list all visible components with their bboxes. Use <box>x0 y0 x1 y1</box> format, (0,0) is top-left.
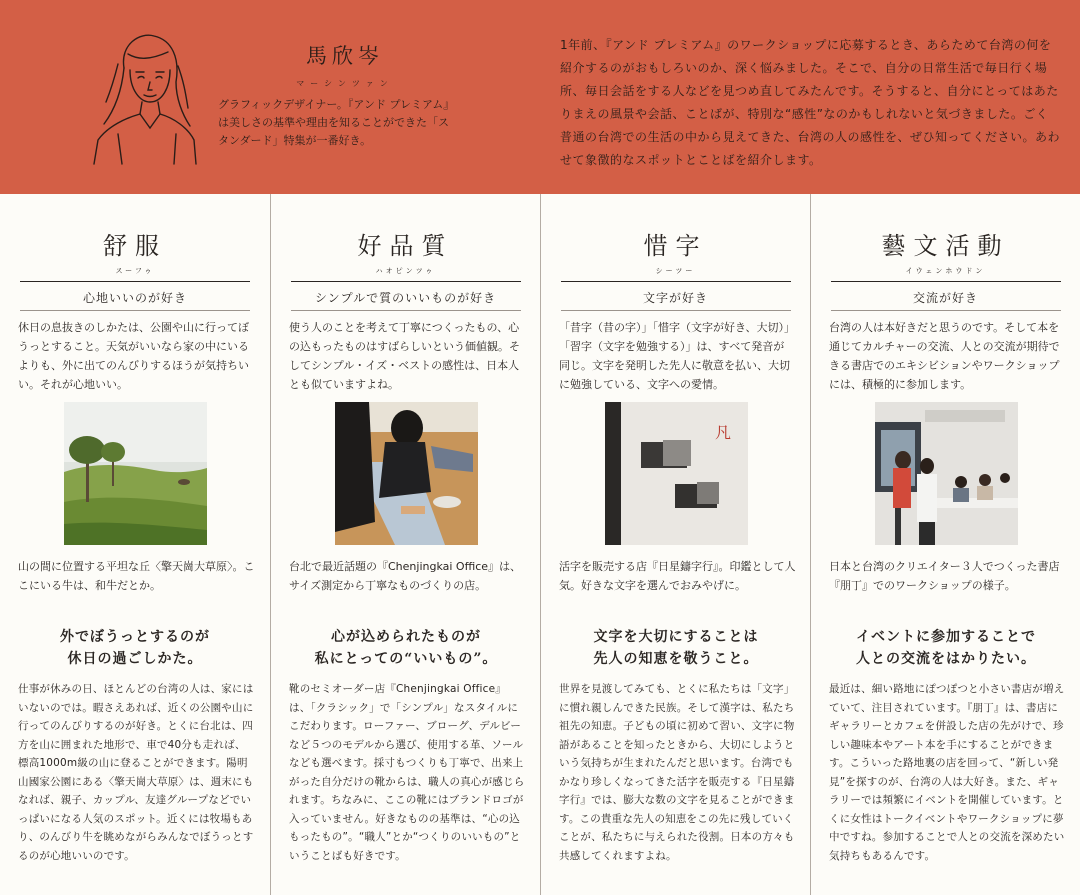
column-shufu <box>0 194 270 895</box>
column-text: 使う人のことを考えて丁寧につくったもの、心の込もったものはすばらしいという価値観。そしてシンプル・イズ・ベストの感性は、日本人とも似ていますよね。 <box>289 321 520 391</box>
column-reading: イウェンホウドン <box>905 267 986 275</box>
photo-caption: 日本と台湾のクリエイター３人でつくった書店『朋丁』でのワークショップの様子。 <box>829 560 1060 592</box>
column-title: 惜字 <box>643 232 708 260</box>
stamp-ink-mark: 凡 <box>715 423 732 442</box>
type-stamps-photo <box>605 402 748 545</box>
divider <box>20 310 250 311</box>
section-heading: 外でぼうっとするのが 休日の過ごしかた。 <box>60 629 210 667</box>
header-banner <box>0 0 1080 194</box>
divider <box>20 281 250 282</box>
section-body: 靴のセミオーダー店『Chenjingkai Office』は、「クラシック」で「シンプル」なスタイルにこだわります。ローファー、ブローグ、デルビーなど５つのモデルから選び、使用する革、ソールなども選べます。採寸もつくりも丁寧で、出来上がった自分だけの靴からは、職人の真心が感じられます。ちなみに、ここの靴にはブランドロゴが入っていません。好きなものの基準は、“心の込もったもの”。“職人”とか“つくりのいいもの”ということばも好きです。 <box>289 683 525 862</box>
intro-text: 1年前、『アンド プレミアム』のワークショップに応募するとき、あらためて台湾の何を紹介するのがおもしろいのか、深く悩みました。そこで、自分の日常生活で毎日行く場所、毎日会話をする人などを見つめ直してみたんです。そうすると、自分にとってはあたりまえの風景や会話、ことばが、特別な“感性”なのかもしれないと気づきました。ごく普通の台湾での生活の中から見えてきた、台湾の人の感性を、ぜひ知ってください。あわせて象徴的なスポットとことばを紹介します。 <box>560 38 1061 167</box>
column-subtitle: シンプルで質のいいものが好き <box>314 291 497 305</box>
section-body: 最近は、細い路地にぽつぽつと小さい書店が増えていて、注目されています。『朋丁』は、書店にギャラリーとカフェを併設した店の先がけで、珍しい趣味本やアート本を手にすることができます。こういった路地裏の店を回って、“新しい発見”を探すのが、台湾の人は大好き。また、ギャラリーでは頻繁にイベントを開催しています。とくに女性はトークイベントやワークショップに夢中ですね。参加することで人との交流を深めたい気持ちもあるんです。 <box>829 683 1065 862</box>
column-subtitle: 文字が好き <box>642 291 708 305</box>
photo-caption: 活字を販売する店『日星鑄字行』。印鑑として人気。好きな文字を選んでおみやげに。 <box>559 560 796 592</box>
divider <box>561 310 791 311</box>
column-title: 舒服 <box>103 232 167 260</box>
divider <box>831 281 1061 282</box>
divider <box>291 281 521 282</box>
column-title: 好品質 <box>357 232 454 260</box>
column-reading: シーツー <box>655 267 696 275</box>
author-name-reading: マーシンツァン <box>296 79 394 88</box>
photo-caption: 山の間に位置する平坦な丘〈擎天崗大草原〉。ここにいる牛は、和牛だとか。 <box>18 560 255 592</box>
author-bio: グラフィックデザイナー。『アンド プレミアム』は美しさの基準や理由を知ることができた「スタンダード」特集が一番好き。 <box>218 98 455 147</box>
section-body: 仕事が休みの日、ほとんどの台湾の人は、家にはいないのでは。暇さえあれば、近くの公園や山に行ってのんびりするのが好き。とくに台北は、四方を山に囲まれた地形で、車で40分も走れば、標高1000m級の山に登ることができます。陽明山國家公園にある〈擎天崗大草原〉は、週末にもなれば、親子、カップル、友達グループなどでいっぱいになる人気のスポット。近くには牧場もあり、のんびり牛を眺めながらみんなでぼうっとするのが心地いいのです。 <box>18 683 254 862</box>
column-reading: スーフゥ <box>115 267 155 275</box>
section-body: 世界を見渡してみても、とくに私たちは「文字」に慣れ親しんできた民族。そして漢字は、私たち祖先の知恵。子どもの頃に初めて習い、文字に物語があることを知ったときから、大切にしようという気持ちが生まれたんだと思います。台湾でもかなり珍しくなってきた活字を販売する『日星鑄字行』では、膨大な数の文字を見ることができます。この貴重な先人の知恵をこの先に残していくことが、私たちに与えられた役割。日本の方々も共感してくれますよね。 <box>559 683 795 862</box>
portrait-illustration <box>88 30 200 165</box>
photo-caption: 台北で最近話題の『Chenjingkai Office』は、サイズ測定から丁寧なものづくりの店。 <box>289 560 522 592</box>
divider <box>831 310 1061 311</box>
column-subtitle: 交流が好き <box>912 291 978 305</box>
column-yiwenhuodong <box>810 194 1080 895</box>
column-text: 台湾の人は本好きだと思うのです。そして本を通じてカルチャーの交流、人との交流が期待できる書店でのエキシビションやワークショップには、積極的に参加します。 <box>829 321 1060 391</box>
divider <box>561 281 791 282</box>
author-name: 馬欣岑 <box>306 44 384 68</box>
section-heading: 文字を大切にすることは 先人の知恵を敬うこと。 <box>593 629 759 667</box>
section-heading: 心が込められたものが 私にとっての“いいもの”。 <box>314 629 498 667</box>
column-text: 「昔字（昔の字）」「惜字（文字が好き、大切）」「習字（文字を勉強する）」は、すべて発音が同じ。文字を発明した先人に敬意を払い、大切に勉強している、文字への愛情。 <box>559 321 790 391</box>
section-heading: イベントに参加することで 人との交流をはかりたい。 <box>856 629 1036 667</box>
column-title: 藝文活動 <box>881 232 1010 260</box>
meadow-photo <box>64 402 207 545</box>
column-reading: ハオピンツゥ <box>375 267 436 275</box>
shoe-fitting-photo <box>335 402 478 545</box>
column-subtitle: 心地いいのが好き <box>82 291 187 305</box>
column-haopinzhi <box>270 194 540 895</box>
divider <box>291 310 521 311</box>
column-text: 休日の息抜きのしかたは、公園や山に行ってぼうっとすること。天気がいいなら家の中にいるよりも、外に出てのんびりするほうが気持ちいい。それが心地いい。 <box>18 321 249 391</box>
column-xizi <box>540 194 810 895</box>
workshop-photo <box>875 402 1018 545</box>
